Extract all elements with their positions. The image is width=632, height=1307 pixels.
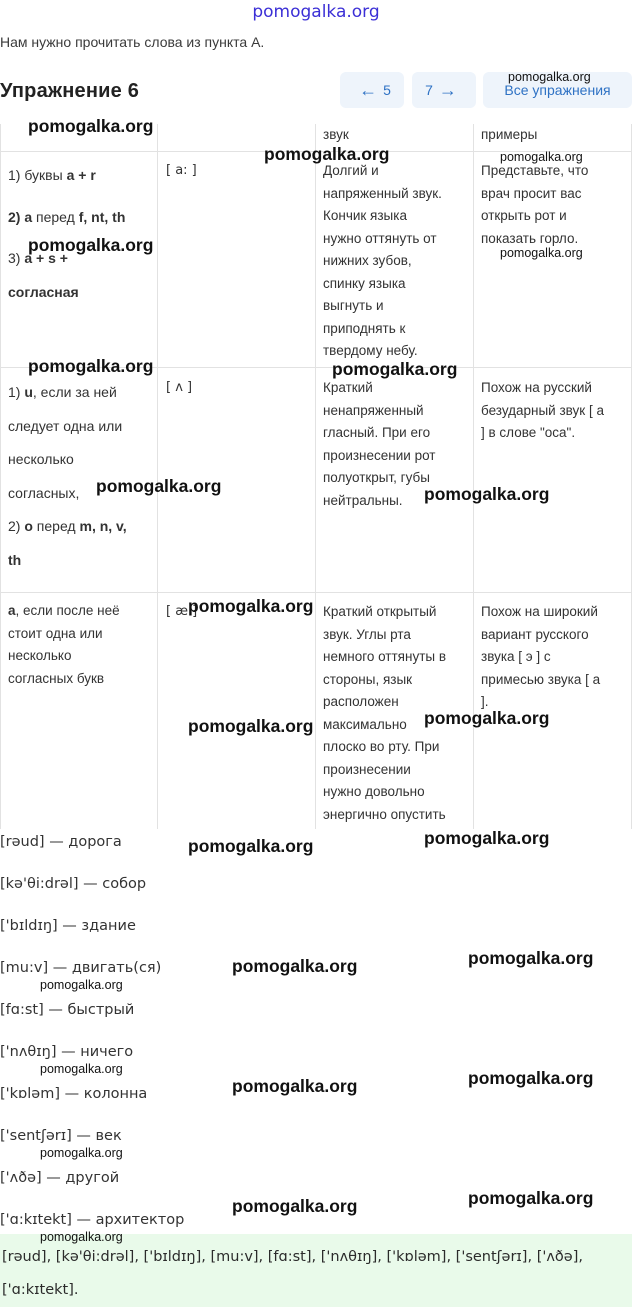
cell-line: 3) a + s + — [8, 250, 68, 266]
cell-line: Похож на русский — [481, 380, 592, 395]
watermark: pomogalka.org — [232, 1196, 358, 1216]
watermark: pomogalka.org — [424, 484, 550, 504]
watermark: pomogalka.org — [468, 1068, 594, 1088]
watermark: pomogalka.org — [28, 235, 154, 255]
cell-line: a, если после неё — [8, 603, 120, 618]
cell-line: максимально — [323, 716, 407, 732]
watermark: pomogalka.org — [424, 708, 550, 728]
watermark: pomogalka.org — [500, 150, 583, 164]
table-cell — [8, 600, 153, 690]
cell-line: ненапряженный — [323, 402, 424, 418]
cell-line: согласных, — [8, 484, 80, 501]
list-item: ['ɑ:kɪtekt] — архитектор — [0, 1212, 185, 1228]
cell-line: Краткий — [323, 380, 373, 395]
prev-exercise-button[interactable] — [340, 72, 404, 108]
cell-line: нужно оттянуть от — [323, 230, 437, 246]
table-cell — [481, 160, 627, 250]
cell-line: звук. Углы рта — [323, 626, 411, 642]
watermark: pomogalka.org — [188, 716, 314, 736]
cell-line: согласных букв — [8, 670, 105, 686]
watermark: pomogalka.org — [40, 1146, 123, 1160]
cell-line: стоит одна или — [8, 625, 103, 641]
watermark: pomogalka.org — [40, 1230, 123, 1244]
cell-line: ] в слове "оса". — [481, 425, 576, 440]
cell-line: Похож на широкий — [481, 604, 598, 619]
cell-line: нужно довольно — [323, 784, 425, 799]
cell-line: гласный. При его — [323, 425, 431, 440]
cell-line: немного оттянуты в — [323, 649, 446, 664]
cell-line: вариант русского — [481, 626, 589, 642]
watermark: pomogalka.org — [96, 476, 222, 496]
watermark: pomogalka.org — [508, 70, 591, 84]
cell-line: приподнять к — [323, 320, 406, 336]
cell-line: показать горло. — [481, 230, 579, 246]
next-exercise-button[interactable] — [412, 72, 476, 108]
cell-line: несколько — [8, 451, 74, 467]
list-item: ['nʌθɪŋ] — ничего — [0, 1044, 134, 1060]
list-item: ['bɪldɪŋ] — здание — [0, 918, 136, 934]
cell-line: 1) буквы a + r — [8, 167, 96, 183]
watermark: pomogalka.org — [188, 836, 314, 856]
cell-line: стороны, язык — [323, 671, 413, 687]
cell-line: расположен — [323, 694, 399, 709]
table-cell: [ æ ] — [166, 604, 198, 619]
cell-line: твердому небу. — [323, 343, 418, 358]
answer-box — [0, 1234, 632, 1307]
table-cell — [481, 377, 627, 445]
cell-line: ]. — [481, 694, 489, 709]
cell-line: нижних зубов, — [323, 253, 412, 268]
list-item: [kə'θi:drəl] — собор — [0, 876, 147, 892]
list-item: ['kɒləm] — колонна — [0, 1086, 148, 1102]
table-cell — [323, 160, 468, 363]
watermark: pomogalka.org — [468, 948, 594, 968]
table-cell: [ ʌ ] — [166, 380, 193, 395]
cell-line: безударный звук [ a — [481, 402, 604, 418]
cell-line: следует одна или — [8, 417, 123, 434]
watermark: pomogalka.org — [500, 246, 583, 260]
watermark: pomogalka.org — [232, 1076, 358, 1096]
intro-text: Нам нужно прочитать слова из пункта А. — [0, 34, 265, 50]
cell-line: Представьте, что — [481, 163, 589, 178]
watermark: pomogalka.org — [468, 1188, 594, 1208]
answer-line: [rəud], [kə'θi:drəl], ['bɪldɪŋ], [mu:v], [fɑ:st], ['nʌθɪŋ], ['kɒləm], ['sentʃərɪ], ['ʌðə], — [2, 1249, 583, 1265]
table-border — [0, 592, 632, 593]
watermark: pomogalka.org — [188, 596, 314, 616]
watermark: pomogalka.org — [40, 1062, 123, 1076]
next-exercise-label: 7 — [425, 82, 433, 98]
cell-line: напряженный звук. — [323, 185, 442, 201]
list-item: ['ʌðə] — другой — [0, 1170, 120, 1186]
cell-line: энергично опустить — [323, 806, 446, 822]
arrow-left-icon: ← — [359, 79, 378, 100]
table-border — [0, 124, 1, 829]
exercise-title: Упражнение 6 — [0, 80, 140, 102]
cell-line: произнесении — [323, 761, 411, 777]
cell-line: полуоткрыт, губы — [323, 470, 430, 485]
watermark: pomogalka.org — [264, 144, 390, 164]
watermark: pomogalka.org — [424, 828, 550, 848]
prev-exercise-label: 5 — [383, 82, 391, 98]
cell-line: согласная — [8, 283, 79, 300]
cell-line: 2) o перед m, n, v, — [8, 518, 127, 534]
list-item: [fɑ:st] — быстрый — [0, 1002, 135, 1018]
cell-line: спинку языка — [323, 275, 406, 291]
cell-line: 1) u, если за ней — [8, 384, 117, 400]
list-item: ['sentʃərɪ] — век — [0, 1128, 122, 1144]
cell-line: выгнуть и — [323, 298, 384, 313]
list-item: [rəud] — дорога — [0, 834, 122, 850]
watermark: pomogalka.org — [28, 356, 154, 376]
table-cell — [481, 601, 627, 714]
cell-line: врач просит вас — [481, 185, 582, 201]
site-url[interactable]: pomogalka.org — [252, 2, 380, 22]
cell-line: Долгий и — [323, 163, 379, 178]
cell-line: несколько — [8, 648, 72, 663]
arrow-right-icon: → — [438, 79, 457, 100]
table-cell: звук — [323, 127, 349, 142]
table-cell: примеры — [481, 127, 538, 142]
cell-line: Кончик языка — [323, 208, 407, 223]
cell-line: Краткий открытый — [323, 604, 437, 619]
cell-line: 2) a перед f, nt, th — [8, 208, 126, 225]
cell-line: произнесении рот — [323, 447, 436, 463]
watermark: pomogalka.org — [332, 359, 458, 379]
answer-line: ['ɑ:kɪtekt]. — [2, 1282, 79, 1298]
cell-line: нейтральны. — [323, 492, 403, 508]
watermark: pomogalka.org — [232, 956, 358, 976]
cell-line: плоско во рту. При — [323, 739, 440, 754]
cell-line: th — [8, 551, 22, 568]
cell-line: открыть рот и — [481, 208, 567, 223]
all-exercises-button[interactable]: Все упражнения — [483, 72, 632, 108]
cell-line: примесью звука [ а — [481, 671, 601, 687]
table-cell: [ a: ] — [166, 163, 197, 178]
watermark: pomogalka.org — [28, 116, 154, 136]
cell-line: звука [ э ] с — [481, 649, 551, 664]
table-cell — [8, 159, 153, 309]
table-border — [315, 124, 316, 829]
watermark: pomogalka.org — [40, 978, 123, 992]
list-item: [mu:v] — двигать(ся) — [0, 960, 162, 976]
